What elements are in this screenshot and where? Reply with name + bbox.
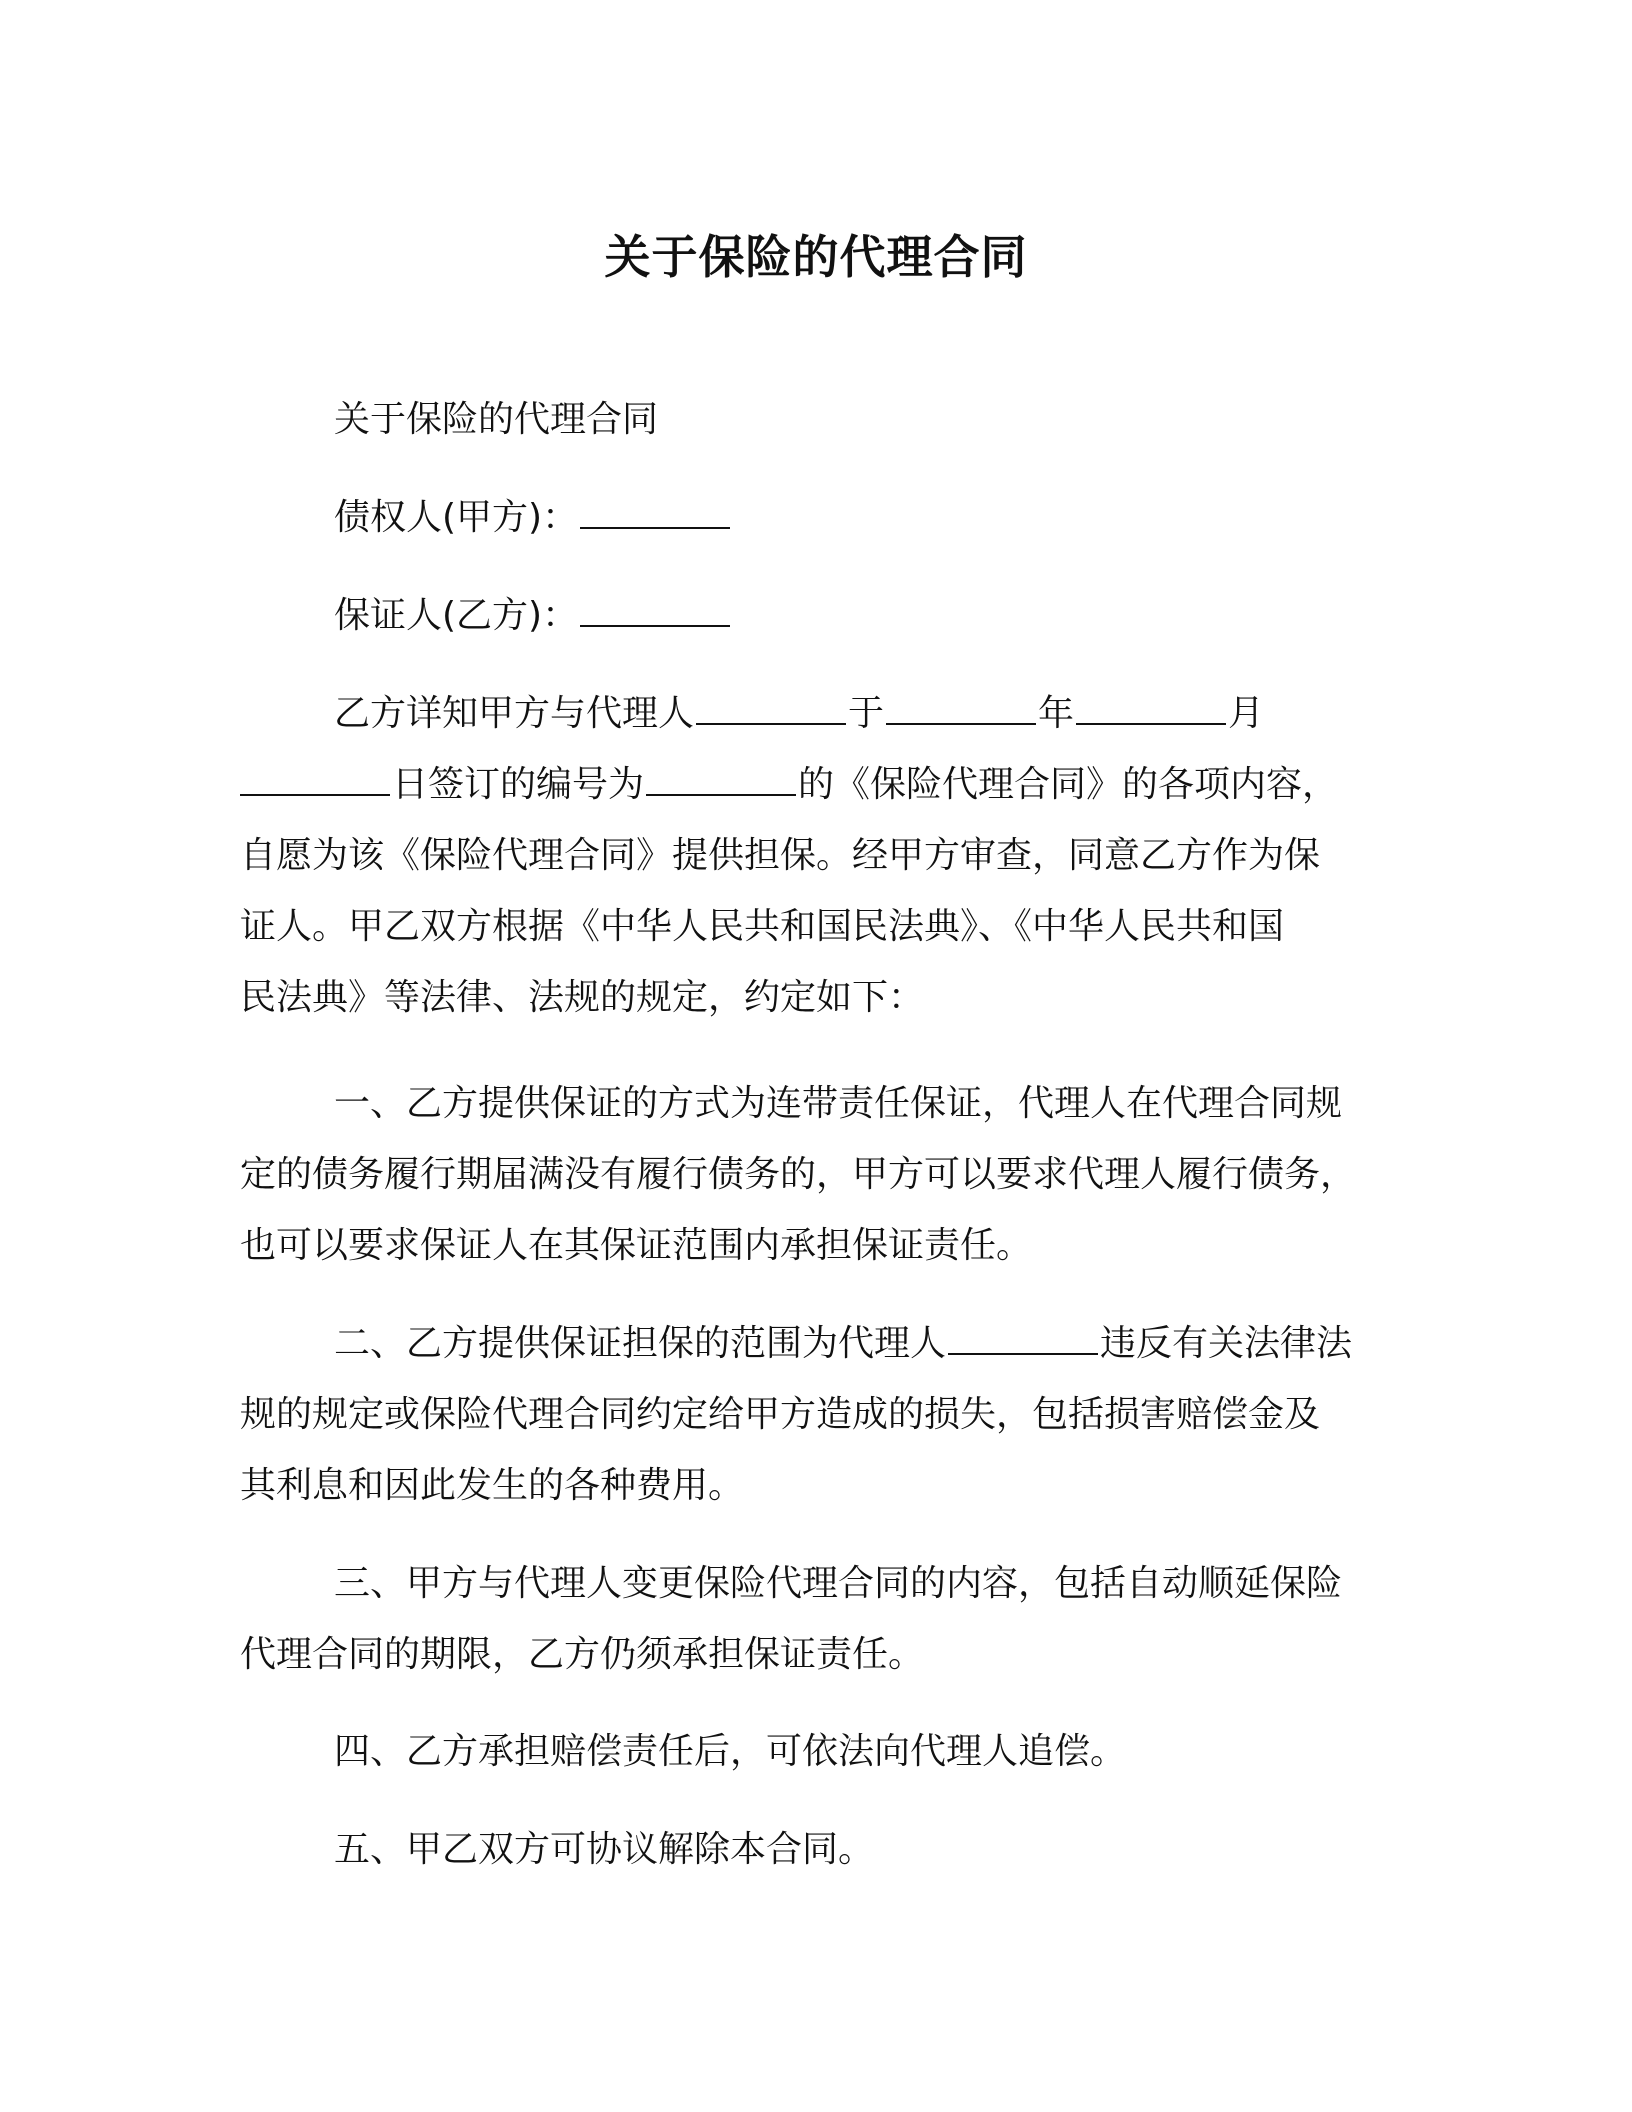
party-a-blank <box>580 495 730 529</box>
day-blank <box>240 762 390 796</box>
clause-3: 三、甲方与代理人变更保险代理合同的内容，包括自动顺延保险 代理合同的期限，乙方仍须承担保证责任。 <box>240 1563 1343 1675</box>
agent-blank <box>948 1321 1098 1355</box>
year-blank <box>886 691 1036 725</box>
header-line: 关于保险的代理合同 <box>334 399 659 440</box>
party-a-line <box>240 482 1370 553</box>
month-blank <box>1076 691 1226 725</box>
party-b-label: 保证人(乙方)： <box>334 595 579 636</box>
document-title: 关于保险的代理合同 <box>604 230 1028 284</box>
clause-5: 五、甲乙双方可协议解除本合同。 <box>334 1829 875 1870</box>
contract-number-blank <box>646 762 796 796</box>
party-a-label: 债权人(甲方)： <box>334 497 579 538</box>
intro-paragraph: 乙方详知甲方与代理人 于 年 月 日签订的编号为 的《保险代理合同》的各项内容， 自愿为该《保险代理合同》提供担保。经甲方审查，同意乙方作为保 证人。甲乙双方根据《中华人民共和国民法典》、《中华人民共和国 民法典》等法律、法规的规定，约定如下： <box>240 693 1339 1018</box>
party-b-blank <box>580 593 730 627</box>
clause-2: 二、乙方提供保证担保的范围为代理人 违反有关法律法 规的规定或保险代理合同约定给甲方造成的损失，包括损害赔偿金及 其利息和因此发生的各种费用。 <box>240 1323 1353 1506</box>
clause-4: 四、乙方承担赔偿责任后，可依法向代理人追偿。 <box>334 1731 1127 1772</box>
clause-1: 一、乙方提供保证的方式为连带责任保证，代理人在代理合同规 定的债务履行期届满没有履行债务的，甲方可以要求代理人履行债务， 也可以要求保证人在其保证范围内承担保证责任。 <box>240 1083 1357 1266</box>
party-b-line <box>240 580 1370 651</box>
agent-name-blank <box>696 691 846 725</box>
